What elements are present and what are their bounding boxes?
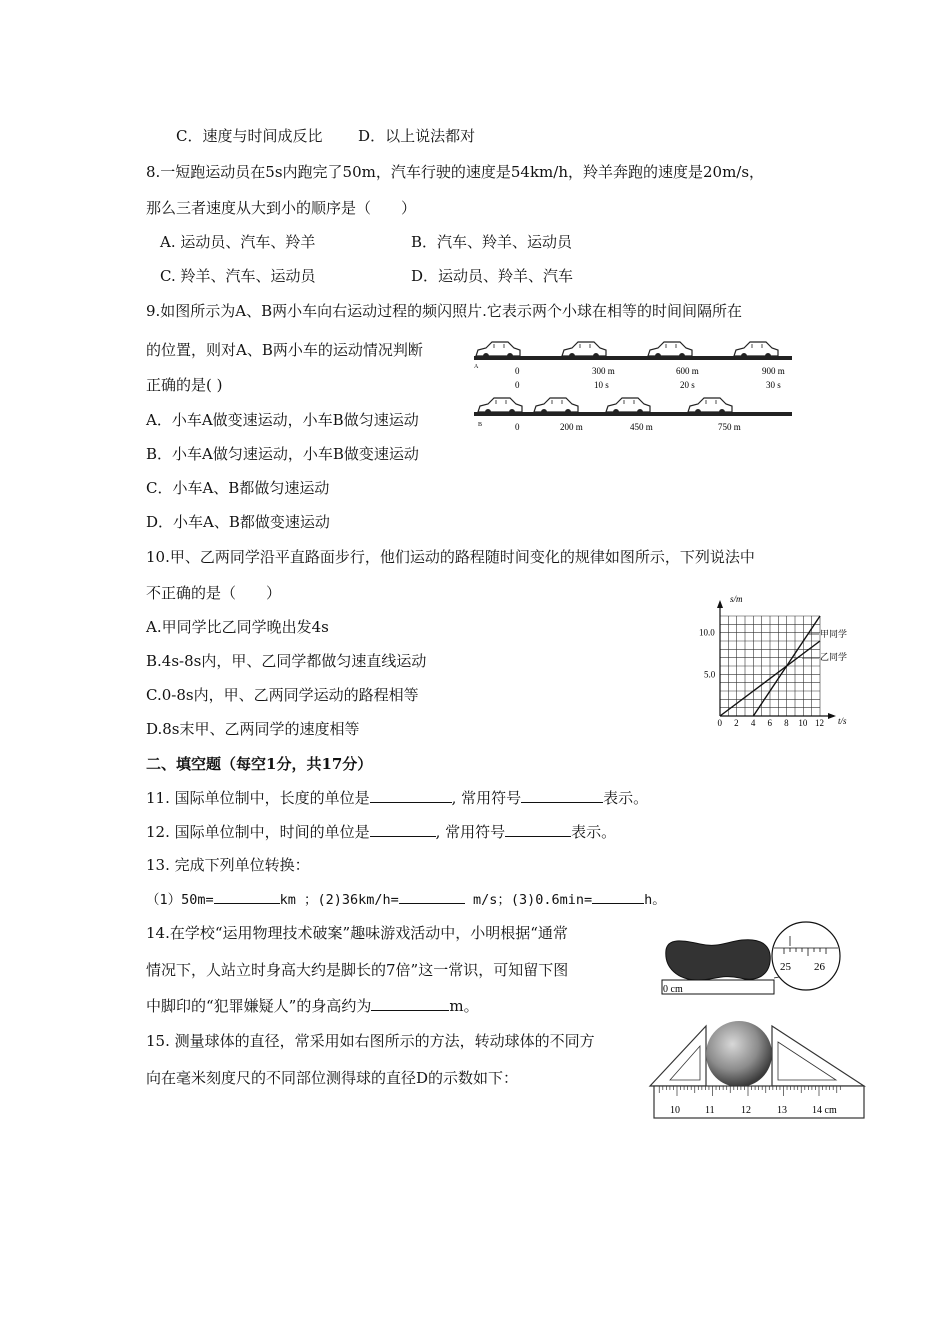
q9-option-c: C．小车A、B都做匀速运动 xyxy=(146,479,330,497)
q8-option-a: A. 运动员、汽车、羚羊 xyxy=(160,233,316,251)
chart-legend-jia: 甲同学 xyxy=(820,629,848,639)
q13-text-3: m/s；(3)0.6min= xyxy=(464,892,593,908)
q10-option-a: A.甲同学比乙同学晚出发4s xyxy=(146,618,329,636)
y-axis-arrow xyxy=(717,600,723,608)
q10-option-b: B.4s-8s内，甲、乙同学都做匀速直线运动 xyxy=(146,652,427,670)
track-a-dist-1: 300 m xyxy=(592,366,615,376)
track-b-label: B xyxy=(478,422,483,428)
q13-text-4: h。 xyxy=(644,892,666,908)
section-2-title: 二、填空题（每空1分，共17分） xyxy=(146,755,373,773)
ruler-label-13: 13 xyxy=(777,1105,787,1116)
q8-option-c: C. 羚羊、汽车、运动员 xyxy=(160,267,316,285)
y-tick-label: 5.0 xyxy=(704,669,716,680)
q11-blank-2[interactable] xyxy=(521,788,603,803)
q12-blank-2[interactable] xyxy=(505,822,571,837)
q13-stem: 13. 完成下列单位转换： xyxy=(146,856,310,874)
q7-options xyxy=(176,126,475,146)
x-tick-label: 6 xyxy=(767,718,772,728)
q12-text-a: 12. 国际单位制中，时间的单位是 xyxy=(146,823,370,841)
q11-text-b: , 常用符号 xyxy=(451,789,522,807)
q11-text-c: 表示。 xyxy=(603,789,649,807)
x-tick-label: 12 xyxy=(815,718,824,728)
chart-legend-yi: 乙同学 xyxy=(820,652,848,662)
q9-option-a: A．小车A做变速运动，小车B做匀速运动 xyxy=(146,411,419,429)
q15-line-2: 向在毫米刻度尺的不同部位测得球的直径D的示数如下： xyxy=(146,1069,519,1087)
track-a-label: A xyxy=(474,364,479,370)
q9-stem-1: 9.如图所示为A、B两小车向右运动过程的频闪照片.它表示两个小球在相等的时间间隔所在 xyxy=(146,302,742,320)
ruler-label-11: 11 xyxy=(705,1105,715,1116)
q8-option-d: D．运动员、羚羊、汽车 xyxy=(411,267,574,285)
ruler-zero-label: 0 cm xyxy=(663,984,683,995)
q10-distance-time-chart xyxy=(698,590,858,730)
q13-blank-2[interactable] xyxy=(399,889,465,904)
q14-text-b: m。 xyxy=(449,997,479,1015)
chart-x-axis-label: t/s xyxy=(838,716,847,726)
ruler-label-14cm: 14 cm xyxy=(812,1105,837,1116)
car-b-3 xyxy=(606,398,650,415)
q13-text-2: km ；(2)36km/h= xyxy=(279,892,399,908)
q14-line-3 xyxy=(146,996,479,1016)
q14-text-a: 中脚印的“犯罪嫌疑人”的身高约为 xyxy=(146,997,372,1015)
q12-blank-1[interactable] xyxy=(370,822,436,837)
car-b-4 xyxy=(688,398,732,415)
q12-line xyxy=(146,822,616,842)
q14-line-1: 14.在学校“运用物理技术破案”趣味游戏活动中，小明根据“通常 xyxy=(146,924,568,942)
q8-stem-2: 那么三者速度从大到小的顺序是（ ） xyxy=(146,199,417,217)
q9-car-strobe-figure xyxy=(470,334,800,438)
q9-option-d: D．小车A、B都做变速运动 xyxy=(146,513,330,531)
q11-line xyxy=(146,788,648,808)
car-a-2 xyxy=(562,342,606,359)
q8-option-b: B．汽车、羚羊、运动员 xyxy=(411,233,573,251)
track-a-dist-2: 600 m xyxy=(676,366,699,376)
q9-stem-2: 的位置，则对A、B两小车的运动情况判断 xyxy=(146,341,423,359)
magnifier-label-26: 26 xyxy=(814,961,825,973)
q14-line-2: 情况下，人站立时身高大约是脚长的7倍”这一常识，可知留下图 xyxy=(146,961,569,979)
track-b-dist-2: 450 m xyxy=(630,422,653,432)
car-a-3 xyxy=(648,342,692,359)
car-b-2 xyxy=(534,398,578,415)
ruler-label-12: 12 xyxy=(741,1105,751,1116)
track-a-time-3: 30 s xyxy=(766,380,781,390)
track-a-time-0: 0 xyxy=(515,380,520,390)
y-tick-label: 10.0 xyxy=(699,627,715,638)
track-a-time-2: 20 s xyxy=(680,380,695,390)
car-a-4 xyxy=(734,342,778,359)
x-tick-label: 8 xyxy=(784,718,789,728)
left-set-square xyxy=(650,1026,706,1086)
track-b xyxy=(474,412,792,416)
track-a-dist-3: 900 m xyxy=(762,366,785,376)
track-b-dist-1: 200 m xyxy=(560,422,583,432)
q13-blank-3[interactable] xyxy=(592,889,644,904)
magnifier-label-25: 25 xyxy=(780,961,791,973)
chart-grid xyxy=(720,616,820,716)
q14-blank[interactable] xyxy=(371,996,449,1011)
q12-text-c: 表示。 xyxy=(571,823,617,841)
q15-ball-measure-figure xyxy=(646,1012,872,1128)
q11-blank-1[interactable] xyxy=(370,788,452,803)
car-a-1 xyxy=(476,342,520,359)
track-a-dist-0: 0 xyxy=(515,366,520,376)
q9-option-b: B．小车A做匀速运动，小车B做变速运动 xyxy=(146,445,419,463)
x-tick-label: 0 xyxy=(717,718,722,728)
q13-line xyxy=(146,889,666,910)
q7-option-c: C．速度与时间成反比 xyxy=(176,127,323,145)
magnifier-circle xyxy=(772,922,840,990)
q11-text-a: 11. 国际单位制中，长度的单位是 xyxy=(146,789,370,807)
q12-text-b: , 常用符号 xyxy=(435,823,506,841)
q10-option-d: D.8s末甲、乙两同学的速度相等 xyxy=(146,720,360,738)
q9-stem-3: 正确的是( ) xyxy=(146,376,223,394)
track-a-time-1: 10 s xyxy=(594,380,609,390)
q10-option-c: C.0-8s内，甲、乙两同学运动的路程相等 xyxy=(146,686,419,704)
car-b-1 xyxy=(478,398,522,415)
ball xyxy=(706,1021,772,1087)
right-set-square xyxy=(772,1026,864,1086)
q13-text-1: （1）50m= xyxy=(146,892,214,908)
track-b-dist-0: 0 xyxy=(515,422,520,432)
q10-stem-1: 10.甲、乙两同学沿平直路面步行，他们运动的路程随时间变化的规律如图所示，下列说法中 xyxy=(146,548,755,566)
q7-option-d: D．以上说法都对 xyxy=(358,127,476,145)
q15-line-1: 15. 测量球体的直径，常采用如右图所示的方法，转动球体的不同方 xyxy=(146,1032,595,1050)
ruler-label-10: 10 xyxy=(670,1105,680,1116)
x-tick-label: 4 xyxy=(750,718,756,728)
chart-y-axis-label: s/m xyxy=(730,594,743,604)
footprint xyxy=(666,940,770,980)
q13-blank-1[interactable] xyxy=(214,889,280,904)
x-tick-label: 10 xyxy=(798,718,808,728)
q14-footprint-figure xyxy=(660,918,844,1008)
q8-stem-1: 8.一短跑运动员在5s内跑完了50m，汽车行驶的速度是54km/h，羚羊奔跑的速度是20m/s， xyxy=(146,163,765,181)
q10-stem-2: 不正确的是（ ） xyxy=(146,584,282,602)
x-axis-arrow xyxy=(828,713,836,719)
x-tick-label: 2 xyxy=(734,718,739,728)
track-b-dist-3: 750 m xyxy=(718,422,741,432)
